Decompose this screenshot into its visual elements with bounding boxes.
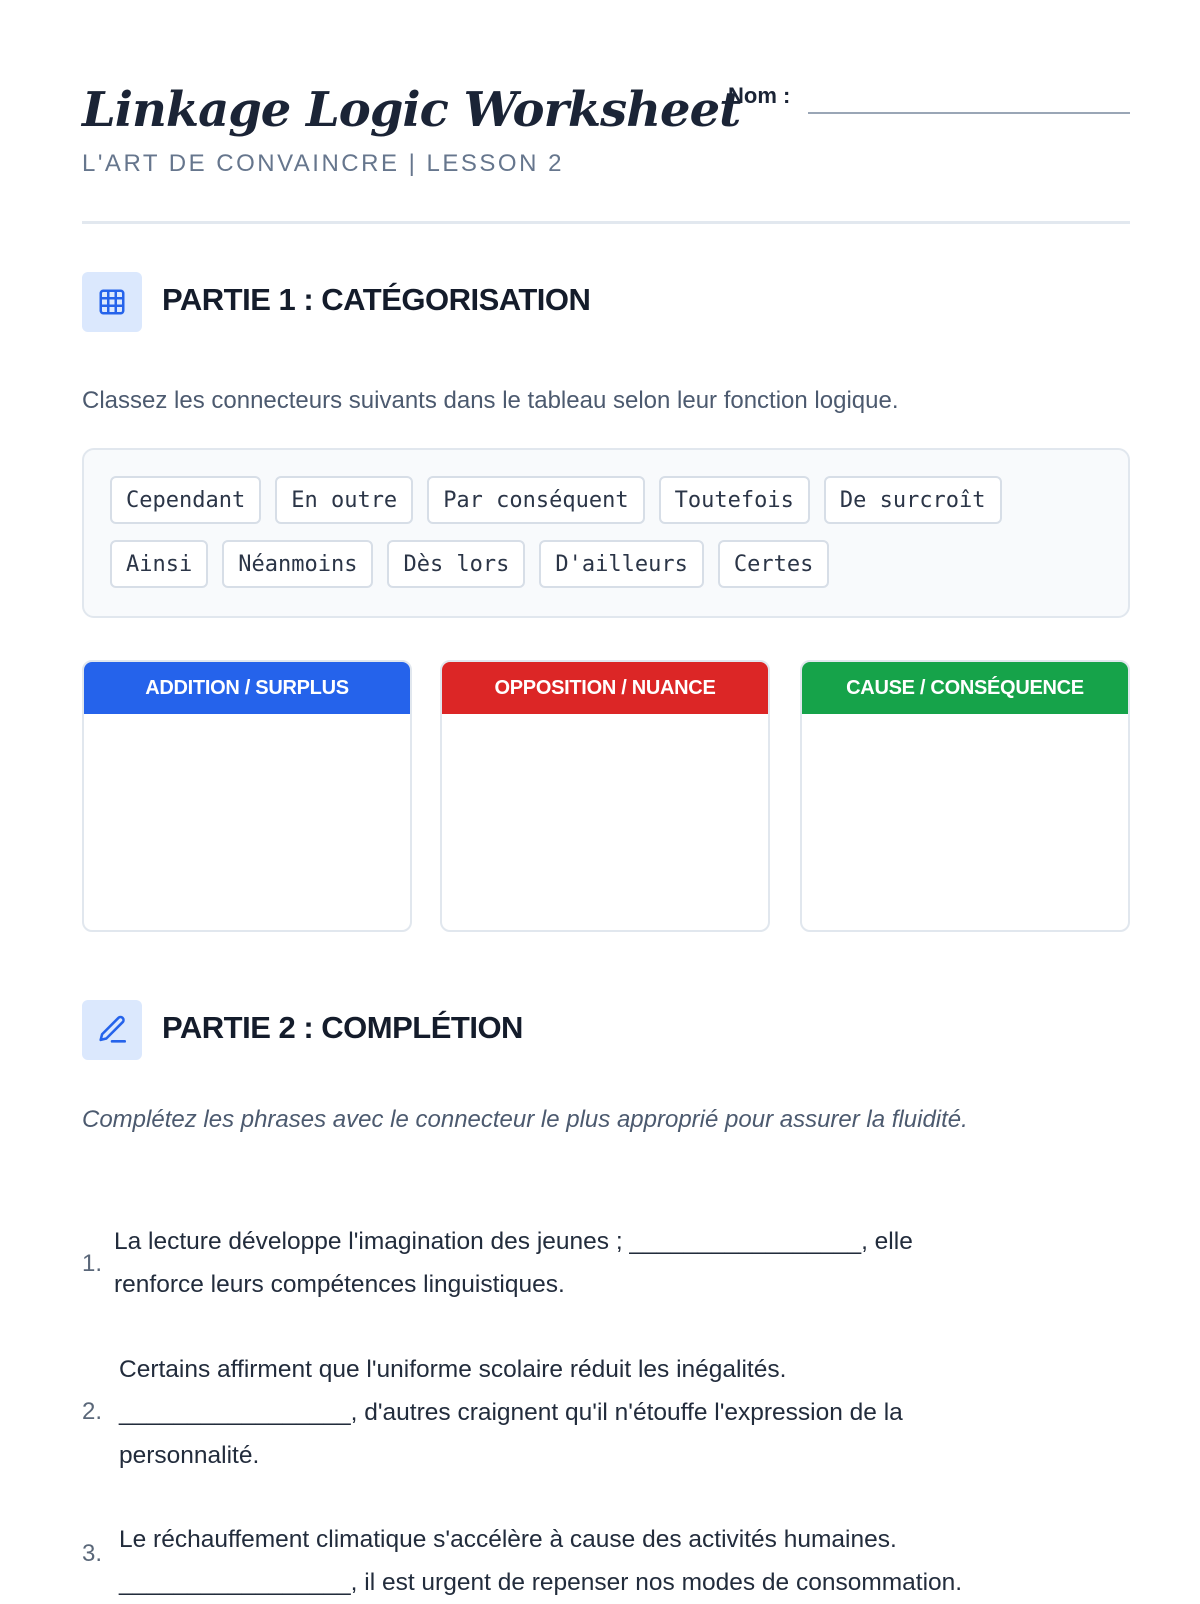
word-chip[interactable]: Ainsi: [110, 540, 208, 588]
page-title: Linkage Logic Worksheet: [82, 82, 741, 138]
column-header-opposition: OPPOSITION / NUANCE: [442, 662, 768, 714]
part2-instruction: Complétez les phrases avec le connecteur le plus approprié pour assurer la fluidité.: [82, 1106, 968, 1133]
grid-icon: [82, 272, 142, 332]
word-chip[interactable]: Toutefois: [659, 476, 810, 524]
worksheet-header: [82, 78, 1130, 224]
question-number: 1.: [82, 1250, 103, 1277]
part2-title: PARTIE 2 : COMPLÉTION: [162, 1010, 523, 1045]
part2-heading: [82, 1000, 1130, 1062]
word-bank-row-2: [110, 540, 829, 588]
part1-title: PARTIE 1 : CATÉGORISATION: [162, 282, 591, 317]
pen-icon: [82, 1000, 142, 1060]
question-number: 3.: [82, 1540, 103, 1567]
part1-instruction: Classez les connecteurs suivants dans le tableau selon leur fonction logique.: [82, 387, 899, 414]
question-text: personnalité.: [119, 1442, 260, 1469]
word-chip[interactable]: Par conséquent: [427, 476, 644, 524]
name-field[interactable]: [808, 112, 1130, 114]
category-table: [82, 660, 1130, 932]
part1-heading: [82, 272, 1130, 334]
question-text: Certains affirment que l'uniforme scolaire réduit les inégalités.: [119, 1356, 787, 1383]
word-chip[interactable]: En outre: [275, 476, 413, 524]
question-text: Le réchauffement climatique s'accélère à cause des activités humaines.: [119, 1526, 897, 1553]
column-header-cause: CAUSE / CONSÉQUENCE: [802, 662, 1128, 714]
word-chip[interactable]: Dès lors: [387, 540, 525, 588]
name-label: Nom :: [728, 83, 791, 108]
word-chip[interactable]: Cependant: [110, 476, 261, 524]
word-chip[interactable]: Certes: [718, 540, 829, 588]
column-header-addition: ADDITION / SURPLUS: [84, 662, 410, 714]
word-chip[interactable]: De surcroît: [824, 476, 1002, 524]
question-text: La lecture développe l'imagination des jeunes ; _________________, elle: [114, 1228, 913, 1255]
question-text: renforce leurs compétences linguistiques.: [114, 1271, 565, 1298]
column-cause[interactable]: [800, 660, 1130, 932]
question-number: 2.: [82, 1398, 103, 1425]
column-opposition[interactable]: [440, 660, 770, 932]
word-bank: [82, 448, 1130, 618]
page-subtitle: L'ART DE CONVAINCRE | LESSON 2: [82, 150, 564, 177]
word-chip[interactable]: Néanmoins: [222, 540, 373, 588]
column-addition[interactable]: [82, 660, 412, 932]
question-text: _________________, d'autres craignent qu'il n'étouffe l'expression de la: [119, 1399, 903, 1426]
word-chip[interactable]: D'ailleurs: [539, 540, 703, 588]
question-text: _________________, il est urgent de repenser nos modes de consommation.: [119, 1569, 963, 1596]
worksheet-page: [82, 0, 1130, 1600]
word-bank-row-1: [110, 476, 1002, 524]
